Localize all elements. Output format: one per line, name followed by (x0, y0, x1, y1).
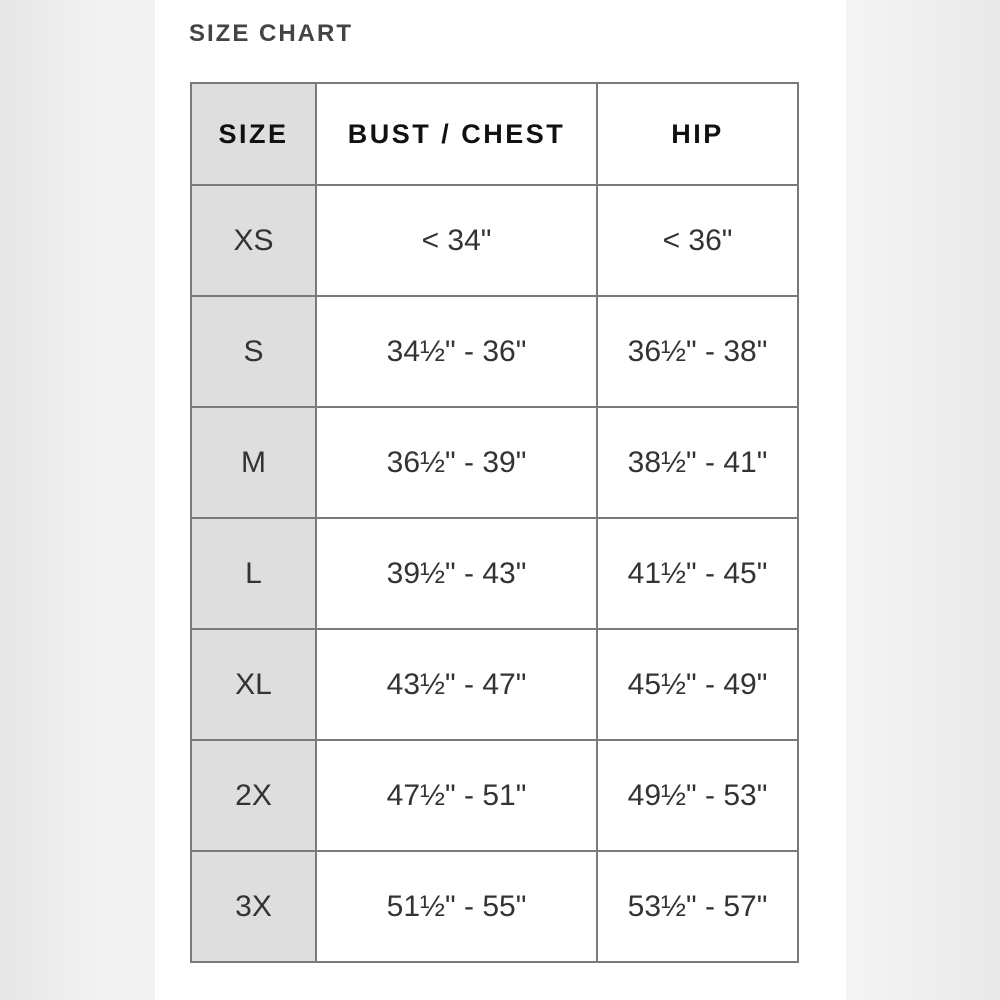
table-header-row (191, 83, 798, 185)
hip-cell: 36½" - 38" (597, 296, 798, 407)
table-row (191, 518, 798, 629)
size-cell: XL (191, 629, 316, 740)
hip-cell: 45½" - 49" (597, 629, 798, 740)
size-chart-title: SIZE CHART (189, 20, 353, 47)
size-cell: XS (191, 185, 316, 296)
table-row (191, 407, 798, 518)
table-row (191, 629, 798, 740)
hip-cell: 49½" - 53" (597, 740, 798, 851)
table-row (191, 185, 798, 296)
bust-cell: 34½" - 36" (316, 296, 597, 407)
size-cell: 3X (191, 851, 316, 962)
header-hip: HIP (597, 83, 798, 185)
hip-cell: 53½" - 57" (597, 851, 798, 962)
bust-cell: < 34" (316, 185, 597, 296)
size-cell: 2X (191, 740, 316, 851)
hip-cell: 38½" - 41" (597, 407, 798, 518)
table-row (191, 851, 798, 962)
table-row (191, 296, 798, 407)
table-row (191, 740, 798, 851)
bust-cell: 51½" - 55" (316, 851, 597, 962)
size-cell: L (191, 518, 316, 629)
header-bust-chest: BUST / CHEST (316, 83, 597, 185)
size-cell: S (191, 296, 316, 407)
header-size: SIZE (191, 83, 316, 185)
size-chart-card (155, 0, 846, 1000)
bust-cell: 43½" - 47" (316, 629, 597, 740)
size-chart-table (190, 82, 799, 963)
bust-cell: 36½" - 39" (316, 407, 597, 518)
hip-cell: 41½" - 45" (597, 518, 798, 629)
size-cell: M (191, 407, 316, 518)
hip-cell: < 36" (597, 185, 798, 296)
bust-cell: 47½" - 51" (316, 740, 597, 851)
bust-cell: 39½" - 43" (316, 518, 597, 629)
